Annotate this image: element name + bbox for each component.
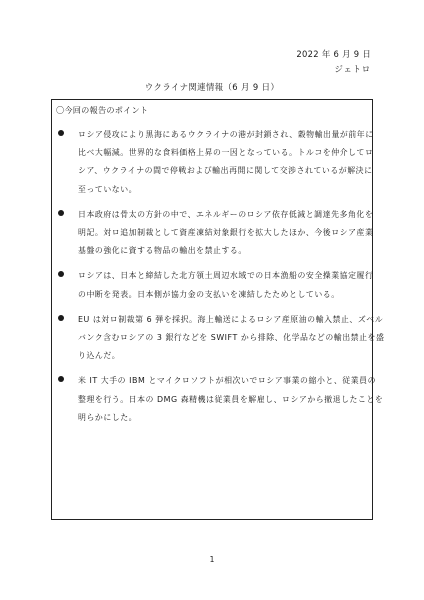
document-organization: ジェトロ	[334, 64, 371, 74]
key-points-box	[51, 99, 385, 520]
key-point-line: ロシアは、日本と締結した北方領土周辺水域での日本漁船の安全操業協定履行	[78, 271, 374, 281]
bullet-icon	[58, 271, 64, 277]
document-title: ウクライナ関連情報（6 月 9 日）	[144, 82, 280, 92]
key-point-line: り込んだ。	[78, 351, 121, 361]
key-point-text	[78, 267, 374, 303]
key-point-item	[52, 372, 384, 427]
key-point-line: ロシア侵攻により黒海にあるウクライナの港が封鎖され、穀物輸出量が前年に	[78, 130, 374, 139]
key-point-text	[78, 372, 384, 427]
key-point-item	[52, 126, 372, 199]
key-point-line: の中断を発表。日本側が協力金の支払いを凍結したためとしている。	[78, 289, 340, 299]
key-point-line: 日本政府は骨太の方針の中で、エネルギーのロシア依存低減と調達先多角化を	[78, 209, 374, 219]
document-date: 2022 年 6 月 9 日	[296, 49, 371, 59]
key-point-line: バンク含むロシアの 3 銀行などを SWIFT から排除、化学品などの輸出禁止を盛	[78, 333, 385, 343]
key-point-line: 明記。対ロ追加制裁として資産凍結対象銀行を拡大したほか、今後ロシア産業	[78, 228, 374, 238]
bullet-icon	[58, 130, 64, 136]
key-point-line: 基盤の強化に資する物品の輸出を禁止する。	[78, 246, 247, 256]
key-point-line: シア、ウクライナの間で停戦および輸出再開に関して交渉されているが解決に	[78, 166, 373, 176]
key-point-text	[78, 206, 374, 261]
key-point-item	[52, 267, 372, 303]
bullet-icon	[58, 376, 64, 382]
key-point-line: 至っていない。	[78, 184, 138, 194]
key-point-line: 米 IT 大手の IBM とマイクロソフトが相次いでロシア事業の縮小と、従業員の	[78, 376, 377, 386]
key-point-line: 整理を行う。日本の DMG 森精機は従業員を解雇し、ロシアから撤退したことを	[78, 394, 384, 404]
key-point-item	[52, 206, 372, 261]
bullet-icon	[58, 315, 64, 321]
key-point-line: 比べ大幅減。世界的な食料価格上昇の一因となっている。トルコを仲介してロ	[78, 148, 374, 158]
bullet-icon	[58, 210, 64, 216]
page-number: 1	[209, 555, 215, 564]
key-points-list	[52, 126, 385, 434]
key-point-text	[78, 126, 374, 199]
key-point-line: 明らかにした。	[78, 412, 138, 422]
key-point-item	[52, 311, 385, 366]
key-point-line: EU は対ロ制裁第 6 弾を採択。海上輸送によるロシア産原油の輸入禁止、ズベル	[78, 314, 384, 324]
key-points-heading: 〇今回の報告のポイント	[56, 105, 149, 115]
key-point-text	[78, 311, 385, 366]
